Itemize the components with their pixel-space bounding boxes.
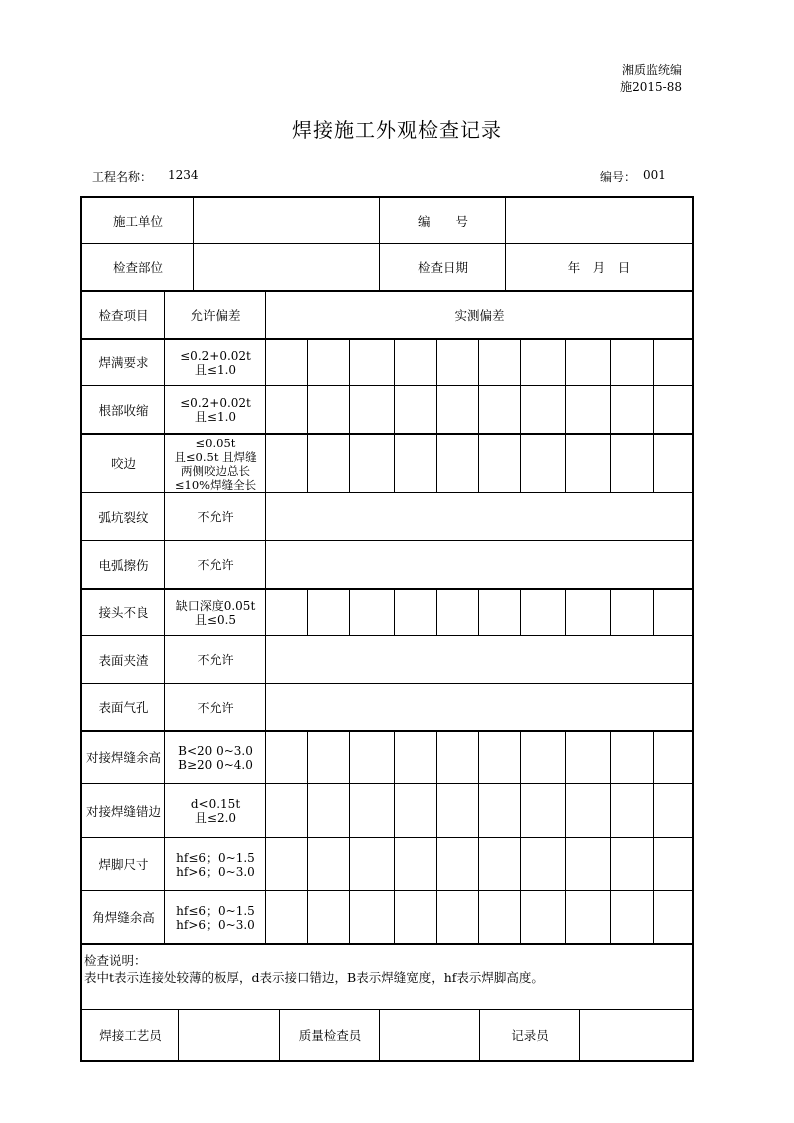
grid-line-v (505, 197, 506, 290)
grid-line-h (81, 890, 693, 891)
grid-line-v (565, 338, 566, 492)
row-tolerance: 缺口深度0.05t 且≤0.5 (175, 598, 256, 627)
grid-line-v (565, 588, 566, 635)
row-tolerance: 不允许 (197, 653, 234, 667)
row-tolerance: ≤0.05t 且≤0.5t 且焊缝 两侧咬边总长 ≤10%焊缝全长 (174, 435, 257, 492)
form-code-line1: 湘质监统编 (621, 63, 682, 77)
grid-line-v (164, 291, 165, 943)
construction-unit-field[interactable] (194, 198, 380, 244)
row-item: 对接焊缝错边 (85, 803, 161, 819)
row-tolerance: ≤0.2+0.02t 且≤1.0 (180, 348, 251, 377)
col-header-tolerance: 允许偏差 (190, 307, 241, 323)
grid-line-v (579, 1009, 580, 1061)
grid-line-v (349, 588, 350, 635)
grid-line-v (610, 588, 611, 635)
recorder-signature-field[interactable] (580, 1010, 692, 1061)
row-item: 焊脚尺寸 (98, 857, 149, 872)
grid-line-v (478, 588, 479, 635)
grid-line-h (81, 540, 693, 541)
grid-line-h (81, 433, 693, 435)
grid-line-v (610, 730, 611, 943)
grid-line-v (394, 588, 395, 635)
grid-line-h (81, 683, 693, 684)
form-code-line2: 施2015-88 (620, 80, 682, 94)
row-tolerance: 不允许 (197, 558, 234, 572)
row-item: 表面气孔 (98, 700, 149, 715)
grid-line-v (307, 588, 308, 635)
row-tolerance: 不允许 (197, 510, 234, 524)
page-title: 焊接施工外观检查记录 (292, 118, 502, 142)
row-item: 咬边 (110, 456, 136, 471)
grid-line-v (520, 338, 521, 492)
inspection-date-label: 检查日期 (417, 260, 468, 275)
grid-line-v (436, 730, 437, 943)
grid-line-v (653, 338, 654, 492)
grid-line-v (349, 730, 350, 943)
row-tolerance: B<20 0~3.0 B≥20 0~4.0 (178, 743, 253, 772)
row-tolerance: 不允许 (197, 700, 234, 715)
project-name-value[interactable]: 1234 (168, 168, 199, 182)
grid-line-v (478, 338, 479, 492)
grid-line-v (178, 1009, 179, 1061)
grid-line-h (81, 1009, 693, 1010)
grid-line-h (81, 290, 693, 292)
project-name-label: 工程名称： (92, 170, 153, 184)
notes-text: 表中t表示连接处较薄的板厚，d表示接口错边，B表示焊缝宽度，hf表示焊脚高度。 (84, 970, 544, 985)
inspection-part-label: 检查部位 (112, 260, 163, 275)
grid-line-v (653, 730, 654, 943)
welder-label: 焊接工艺员 (99, 1028, 162, 1043)
grid-line-h (81, 588, 693, 590)
construction-unit-label: 施工单位 (112, 213, 163, 229)
inspection-notes (84, 952, 544, 986)
grid-line-h (81, 635, 693, 636)
inspection-part-field[interactable] (194, 244, 380, 291)
grid-line-v (279, 1009, 280, 1061)
grid-line-v (610, 338, 611, 492)
grid-line-h (81, 385, 693, 386)
recorder-label: 记录员 (511, 1028, 549, 1043)
grid-line-v (307, 338, 308, 492)
row-item: 弧坑裂纹 (98, 509, 149, 525)
row-tolerance: ≤0.2+0.02t 且≤1.0 (180, 396, 251, 424)
number-label: 编号： (600, 170, 637, 184)
row-item: 电弧擦伤 (98, 557, 149, 573)
notes-label: 检查说明： (84, 953, 147, 968)
number-value[interactable]: 001 (643, 168, 666, 182)
col-header-item: 检查项目 (98, 307, 149, 323)
grid-line-v (520, 730, 521, 943)
grid-line-v (436, 338, 437, 492)
grid-line-v (379, 1009, 380, 1061)
grid-line-h (81, 943, 693, 945)
grid-line-h (81, 730, 693, 732)
serial-number-field[interactable] (506, 198, 692, 244)
grid-line-v (394, 730, 395, 943)
grid-line-v (520, 588, 521, 635)
grid-line-v (379, 197, 380, 290)
grid-line-h (81, 492, 693, 493)
grid-line-v (394, 338, 395, 492)
welder-signature-field[interactable] (179, 1010, 280, 1061)
row-tolerance: d<0.15t 且≤2.0 (190, 797, 241, 825)
row-item: 角焊缝余高 (92, 910, 155, 925)
grid-line-v (479, 1009, 480, 1061)
grid-line-h (81, 837, 693, 838)
grid-line-h (81, 243, 693, 244)
grid-line-v (265, 291, 266, 943)
grid-line-v (565, 730, 566, 943)
grid-line-v (478, 730, 479, 943)
row-item: 接头不良 (98, 605, 149, 620)
row-tolerance: hf≤6；0~1.5 hf>6；0~3.0 (176, 850, 255, 879)
grid-line-v (193, 197, 194, 290)
row-tolerance: hf≤6；0~1.5 hf>6；0~3.0 (176, 903, 255, 932)
grid-line-v (653, 588, 654, 635)
grid-line-h (81, 783, 693, 784)
grid-line-v (349, 338, 350, 492)
serial-number-label: 编 号 (417, 213, 468, 229)
row-item: 根部收缩 (98, 402, 149, 418)
inspector-signature-field[interactable] (380, 1010, 480, 1061)
inspection-date-field[interactable]: 年 月 日 (567, 260, 631, 275)
row-item: 对接焊缝余高 (85, 750, 161, 765)
col-header-measured: 实测偏差 (454, 307, 505, 323)
row-item: 焊满要求 (98, 355, 149, 370)
grid-line-v (307, 730, 308, 943)
inspector-label: 质量检查员 (298, 1028, 362, 1043)
row-item: 表面夹渣 (98, 652, 149, 668)
grid-line-v (436, 588, 437, 635)
grid-line-h (81, 338, 693, 340)
